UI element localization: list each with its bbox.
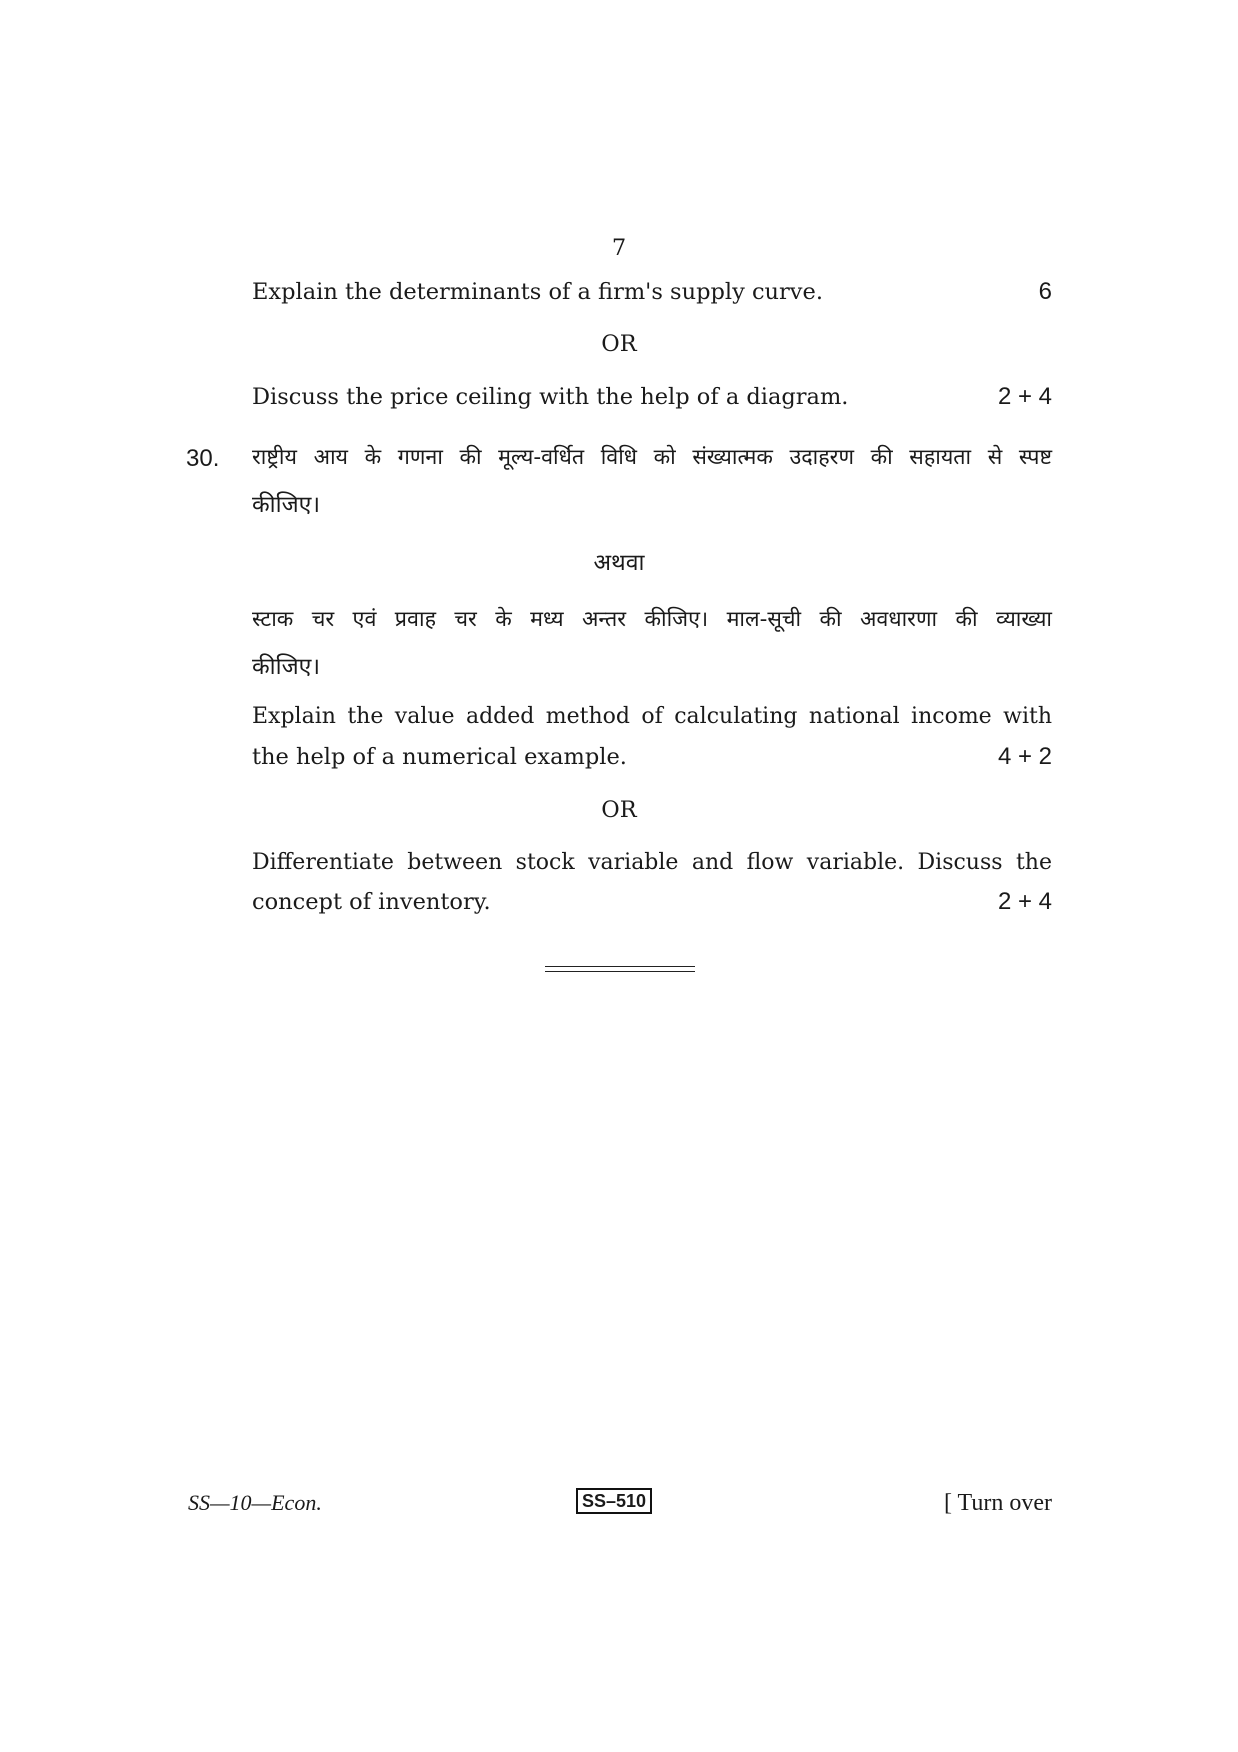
q30-hindi-main-line2: कीजिए। (252, 492, 321, 518)
q29-english-alt: Discuss the price ceiling with the help of a diagram. (252, 384, 849, 410)
footer-turn-over: [ Turn over (943, 1490, 1052, 1516)
q29-alt-marks: 2 + 4 (997, 383, 1052, 410)
q30-hindi-alt-line2: कीजिए। (252, 654, 321, 680)
q30-main-marks: 4 + 2 (997, 743, 1052, 770)
page-number: 7 (611, 235, 627, 261)
q30-english-main-line1: Explain the value added method of calculating national income with (252, 704, 1052, 729)
athva-separator: अथवा (593, 550, 645, 576)
or-separator-2: OR (601, 797, 637, 823)
footer-paper-code-box (576, 1490, 652, 1512)
end-rule-bottom (545, 971, 695, 972)
q30-alt-marks: 2 + 4 (997, 888, 1052, 915)
footer-paper-code: SS–510 (576, 1488, 652, 1514)
q30-number: 30. (186, 445, 220, 472)
q30-english-alt-line2: concept of inventory. (252, 889, 491, 915)
q29-english-main: Explain the determinants of a firm's supply curve. (252, 279, 823, 305)
footer-subject-code: SS—10—Econ. (188, 1490, 322, 1515)
q30-english-alt-line1: Differentiate between stock variable and flow variable. Discuss the (252, 850, 1052, 875)
q29-main-marks: 6 (1038, 278, 1052, 305)
q30-hindi-alt-line1: स्टाक चर एवं प्रवाह चर के मध्य अन्तर कीजिए। माल-सूची की अवधारणा की व्याख्या (252, 607, 1052, 632)
q30-hindi-main-line1: राष्ट्रीय आय के गणना की मूल्य-वर्धित विधि को संख्यात्मक उदाहरण की सहायता से स्पष्ट (252, 445, 1052, 470)
end-rule-top (545, 966, 695, 967)
or-separator-1: OR (601, 331, 637, 357)
q30-english-main-line2: the help of a numerical example. (252, 744, 627, 770)
